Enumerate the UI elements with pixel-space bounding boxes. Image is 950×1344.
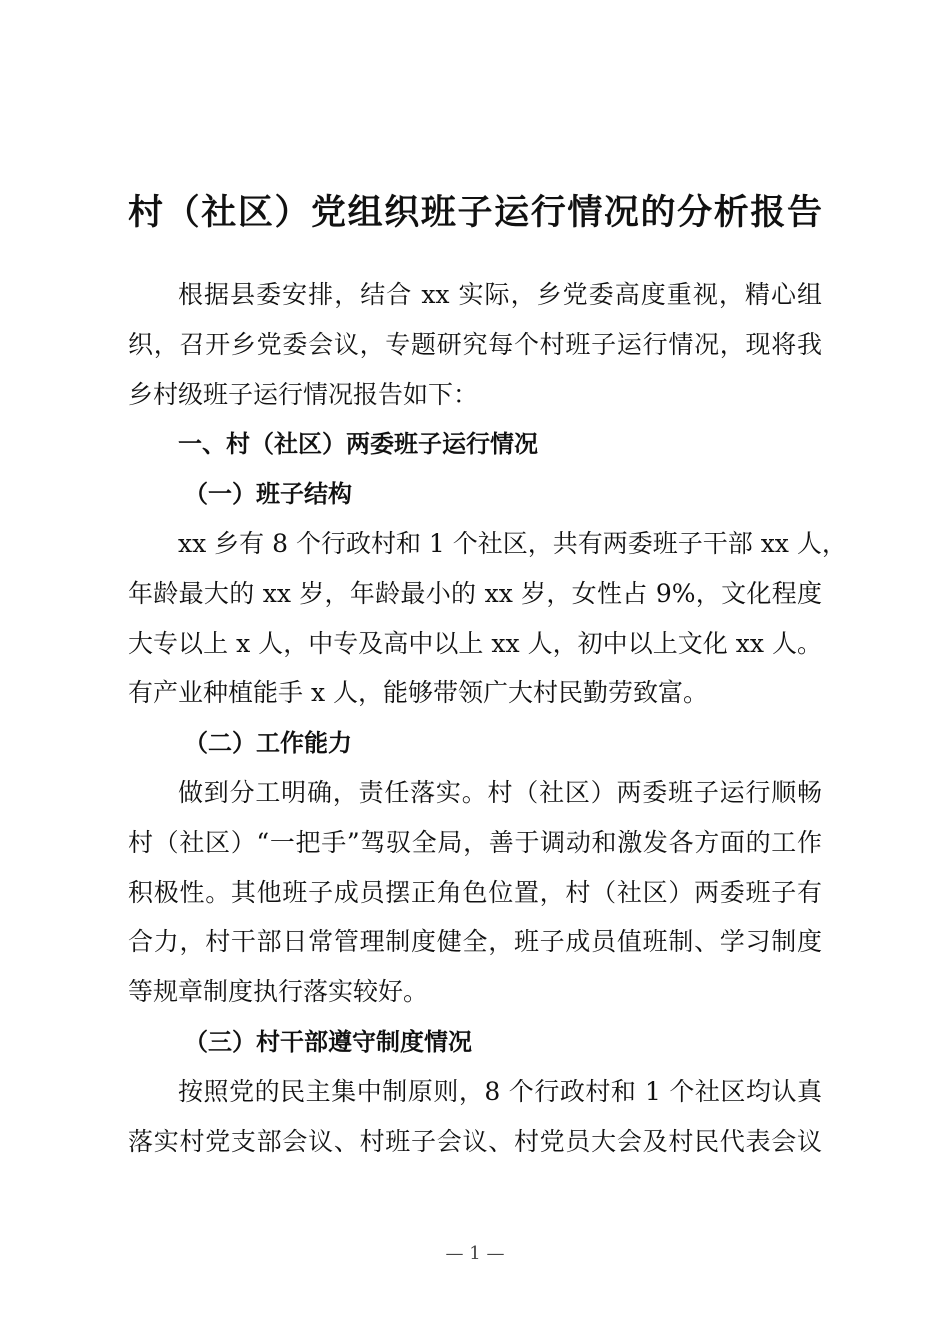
section-heading: 一、村（社区）两委班子运行情况 bbox=[178, 430, 538, 459]
paragraph-line: 按照党的民主集中制原则，8 个行政村和 1 个社区均认真 bbox=[178, 1076, 822, 1106]
paragraph-line: 大专以上 x 人，中专及高中以上 xx 人，初中以上文化 xx 人。 bbox=[128, 628, 822, 658]
section-heading: （三）村干部遵守制度情况 bbox=[184, 1028, 472, 1056]
section-heading: （一）班子结构 bbox=[184, 480, 352, 509]
paragraph-line: 做到分工明确，责任落实。村（社区）两委班子运行顺畅 bbox=[178, 778, 822, 807]
paragraph-line: 乡村级班子运行情况报告如下： bbox=[128, 379, 479, 409]
page-number: — 1 — bbox=[445, 1243, 505, 1264]
paragraph-line: 有产业种植能手 x 人，能够带领广大村民勤劳致富。 bbox=[128, 678, 708, 708]
paragraph-line: 合力，村干部日常管理制度健全，班子成员值班制、学习制度 bbox=[128, 927, 822, 957]
paragraph-line: 织，召开乡党委会议，专题研究每个村班子运行情况，现将我 bbox=[128, 329, 822, 359]
paragraph-line: xx 乡有 8 个行政村和 1 个社区，共有两委班子干部 xx 人， bbox=[178, 529, 847, 558]
section-heading: （二）工作能力 bbox=[184, 729, 352, 758]
paragraph-line: 积极性。其他班子成员摆正角色位置，村（社区）两委班子有 bbox=[128, 877, 822, 907]
paragraph-line: 落实村党支部会议、村班子会议、村党员大会及村民代表会议 bbox=[128, 1126, 822, 1156]
paragraph-line: 年龄最大的 xx 岁，年龄最小的 xx 岁，女性占 9%，文化程度 bbox=[128, 578, 822, 608]
paragraph-line: 根据县委安排，结合 xx 实际，乡党委高度重视，精心组 bbox=[178, 280, 822, 309]
paragraph-line: 等规章制度执行落实较好。 bbox=[128, 977, 429, 1007]
paragraph-line: 村（社区）“一把手”驾驭全局，善于调动和激发各方面的工作 bbox=[128, 827, 822, 857]
document-title: 村（社区）党组织班子运行情况的分析报告 bbox=[128, 192, 822, 233]
